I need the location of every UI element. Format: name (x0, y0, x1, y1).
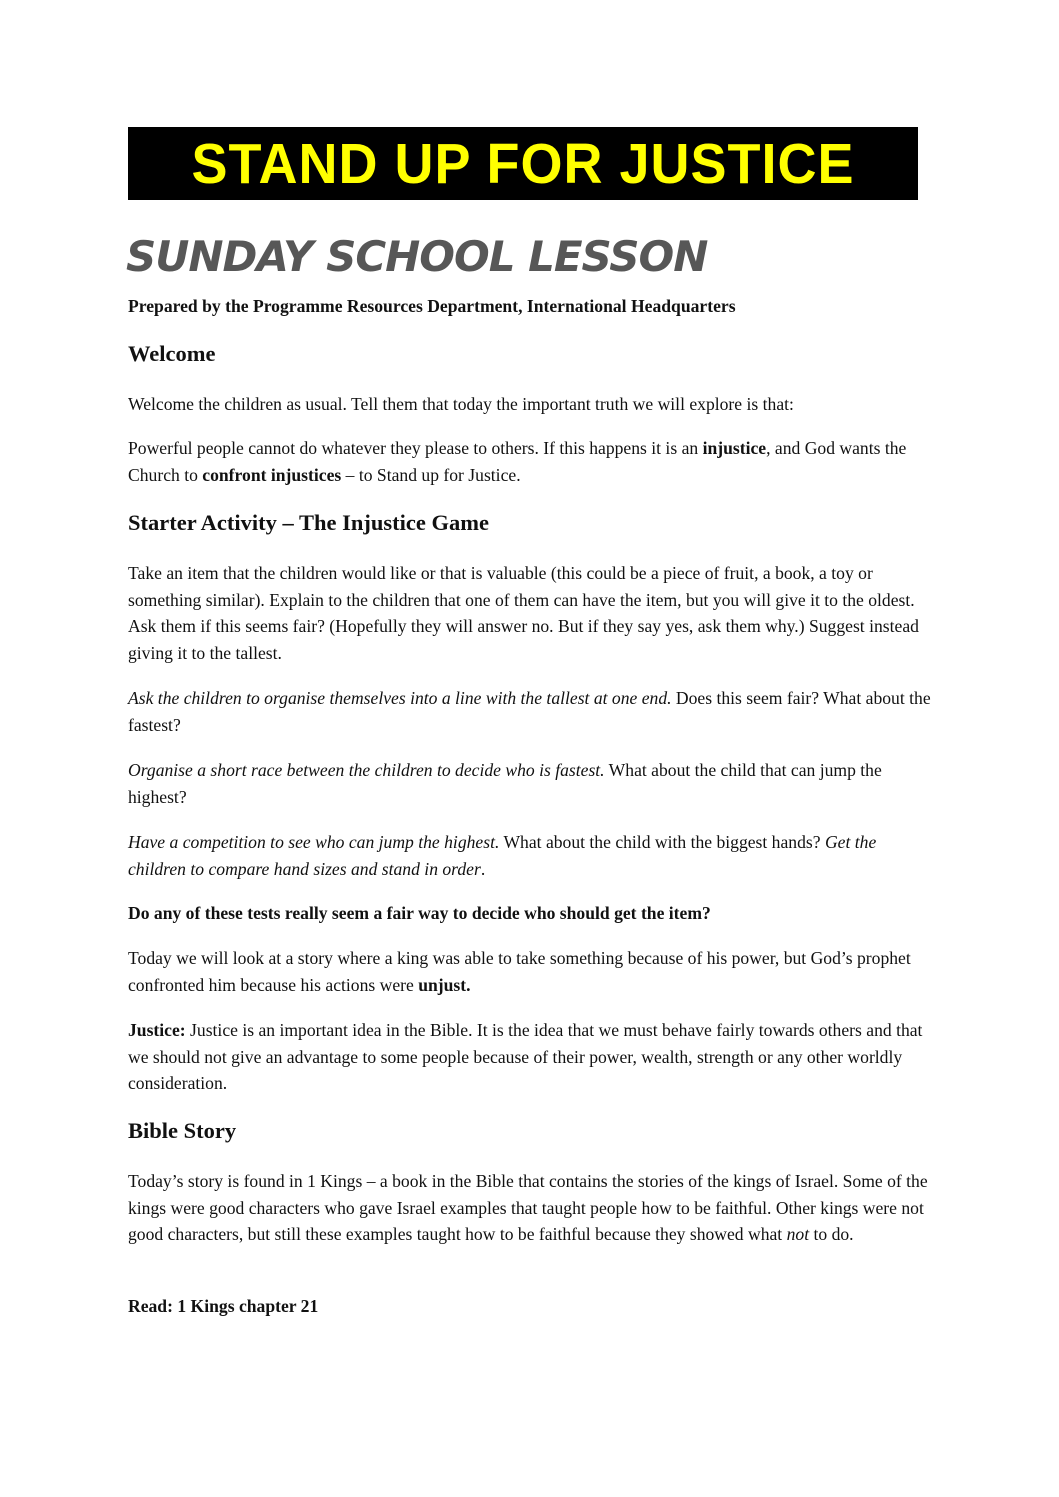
text: Powerful people cannot do whatever they please to others. If this happens it is an (128, 438, 703, 458)
text: What about the child that can jump the highest? (128, 760, 882, 807)
italic-text: not (786, 1224, 810, 1245)
starter-paragraph-2 (128, 685, 933, 738)
italic-text: Get the children to compare hand sizes and stand in order (128, 832, 877, 879)
prepared-by: Prepared by the Programme Resources Department, International Headquarters (128, 296, 736, 316)
welcome-paragraph-2 (128, 435, 933, 488)
starter-question: Do any of these tests really seem a fair way to decide who should get the item? (128, 903, 711, 923)
starter-paragraph-4 (128, 829, 933, 882)
welcome-paragraph-1: Welcome the children as usual. Tell them that today the important truth we will explore is that: (128, 394, 794, 414)
text: Justice is an important idea in the Bible. It is the idea that we must behave fairly towards others and that we should not give an advantage to some people because of their power, wealth, strength or any other worldly consideration. (128, 1020, 923, 1094)
banner-title: STAND UP FOR JUSTICE (191, 132, 855, 195)
bible-reading: Read: 1 Kings chapter 21 (128, 1296, 319, 1316)
text: , and God wants the Church to (128, 438, 907, 485)
heading-starter-activity: Starter Activity – The Injustice Game (128, 510, 489, 535)
bold-text: confront injustices (202, 464, 342, 485)
text: What about the child with the biggest hands? (499, 832, 825, 852)
text: Does this seem fair? What about the fastest? (128, 688, 931, 735)
text: to do. (809, 1224, 854, 1245)
starter-paragraph-6 (128, 945, 933, 998)
starter-paragraph-3 (128, 757, 933, 810)
bible-paragraph-1 (128, 1168, 933, 1248)
text: Today’s story is found in 1 Kings – a book in the Bible that contains the stories of the kings of Israel. Some of the kings were good characters who gave Israel examples that taught people how to be faithful. Other kings were not good characters, but still these examples taught how to be faithful because they showed what (128, 1171, 928, 1245)
text: – to Stand up for Justice. (341, 464, 521, 485)
italic-text: Have a competition to see who can jump the highest. (128, 832, 500, 852)
subtitle: SUNDAY SCHOOL LESSON (126, 232, 708, 281)
heading-bible-story: Bible Story (128, 1118, 237, 1143)
justice-definition (128, 1017, 933, 1097)
heading-welcome: Welcome (128, 341, 216, 366)
text: . (480, 858, 486, 879)
bold-text: injustice (702, 438, 767, 458)
starter-paragraph-1: Take an item that the children would like or that is valuable (this could be a piece of fruit, a book, a toy or something similar). Explain to the children that one of them can have the item, but you will give it to the oldest. Ask them if this seems fair? (Hopefully they will answer no. But if they say yes, ask them why.) Suggest instead giving it to the tallest. (128, 563, 919, 663)
title-banner (128, 127, 918, 200)
text: Today we will look at a story where a king was able to take something because of his power, but God’s prophet confronted him because his actions were (128, 948, 911, 995)
bold-text: Justice: (128, 1020, 186, 1040)
italic-text: Ask the children to organise themselves into a line with the tallest at one end. (128, 688, 672, 708)
italic-text: Organise a short race between the children to decide who is fastest. (128, 760, 605, 780)
bold-text: unjust. (418, 974, 471, 995)
